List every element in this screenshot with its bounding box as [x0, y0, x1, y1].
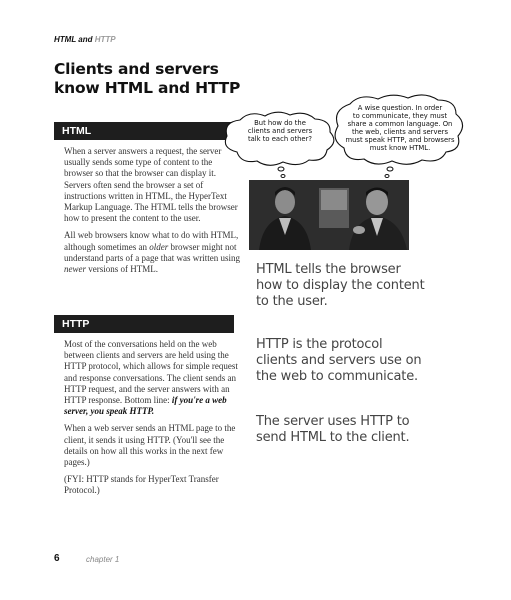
note-html-line-1: HTML tells the browser — [256, 262, 401, 277]
html-paragraph-2-emphasis-older: older — [149, 241, 169, 252]
running-head-topic: HTML and — [54, 35, 93, 44]
http-paragraph-3: (FYI: HTTP stands for HyperText Transfer Protocol.) — [64, 474, 219, 496]
page-number: 6 — [54, 553, 60, 564]
right-bubble-line-2: to communicate, they must — [352, 112, 448, 120]
http-section-body — [64, 339, 242, 503]
right-bubble-line-1: A wise question. In order — [357, 104, 443, 112]
html-paragraph-2 — [64, 230, 242, 275]
html-paragraph-1: When a server answers a request, the server usually sends some type of content to the browser so that the browser can display it. Servers often send the browser a set of instructions written in HTML, the HyperText Markup Language. The HTML tells the browser how to present the content to the user. — [64, 146, 238, 224]
http-paragraph-1-text: Most of the conversations held on the web between clients and servers are held using the HTTP protocol, which allows for simple request and response conversations. The client sends an HTTP request, and the server answers with an HTTP response. Bottom line: — [64, 339, 238, 406]
page-title-line-2: know HTML and HTTP — [54, 79, 241, 97]
note-http-line-3: the web to communicate. — [256, 369, 418, 384]
right-bubble-line-4: the web, clients and servers — [351, 128, 449, 136]
left-bubble-line-2: clients and servers — [247, 127, 313, 135]
html-paragraph-2-text-a: All web browsers know what to do with HTML, although sometimes an — [64, 230, 239, 252]
note-html-line-3: to the user. — [256, 294, 328, 309]
html-section-heading: HTML — [54, 122, 234, 140]
html-paragraph-2-emphasis-newer: newer — [64, 264, 86, 275]
right-bubble-line-3: share a common language. On — [347, 120, 453, 128]
right-bubble-line-6: must know HTML. — [369, 144, 431, 152]
chapter-label: chapter 1 — [86, 555, 120, 564]
http-section-heading: HTTP — [54, 315, 234, 333]
handwritten-note-http — [256, 337, 421, 385]
right-bubble-line-5: must speak HTTP, and browsers — [345, 136, 455, 144]
note-http-line-1: HTTP is the protocol — [256, 337, 383, 352]
note-html-line-2: how to display the content — [256, 278, 425, 293]
left-bubble-line-1: But how do the — [254, 119, 306, 127]
http-paragraph-1-bottom-line: if you're a web server, you speak HTTP. — [64, 395, 227, 417]
note-server-line-2: send HTML to the client. — [256, 430, 410, 445]
note-http-line-2: clients and servers use on — [256, 353, 422, 368]
http-paragraph-2: When a web server sends an HTML page to the client, it sends it using HTTP. (You'll see the details on how all this works in the next few pages.) — [64, 423, 236, 468]
page-title — [54, 60, 254, 98]
handwritten-note-server — [256, 414, 409, 446]
page-title-line-1: Clients and servers — [54, 60, 219, 78]
http-paragraph-1 — [64, 339, 242, 417]
right-bubble-text — [338, 104, 462, 152]
client-server-photo — [249, 180, 409, 250]
html-paragraph-2-text-b: browser might not understand parts of a page that was written using — [64, 241, 240, 263]
left-bubble-text — [229, 119, 331, 143]
left-bubble-line-3: talk to each other? — [247, 135, 313, 143]
html-paragraph-2-text-c: versions of HTML. — [88, 264, 158, 275]
note-server-line-1: The server uses HTTP to — [256, 414, 410, 429]
running-head — [54, 35, 116, 44]
handwritten-note-html — [256, 262, 424, 310]
running-head-subtopic: HTTP — [94, 35, 116, 44]
